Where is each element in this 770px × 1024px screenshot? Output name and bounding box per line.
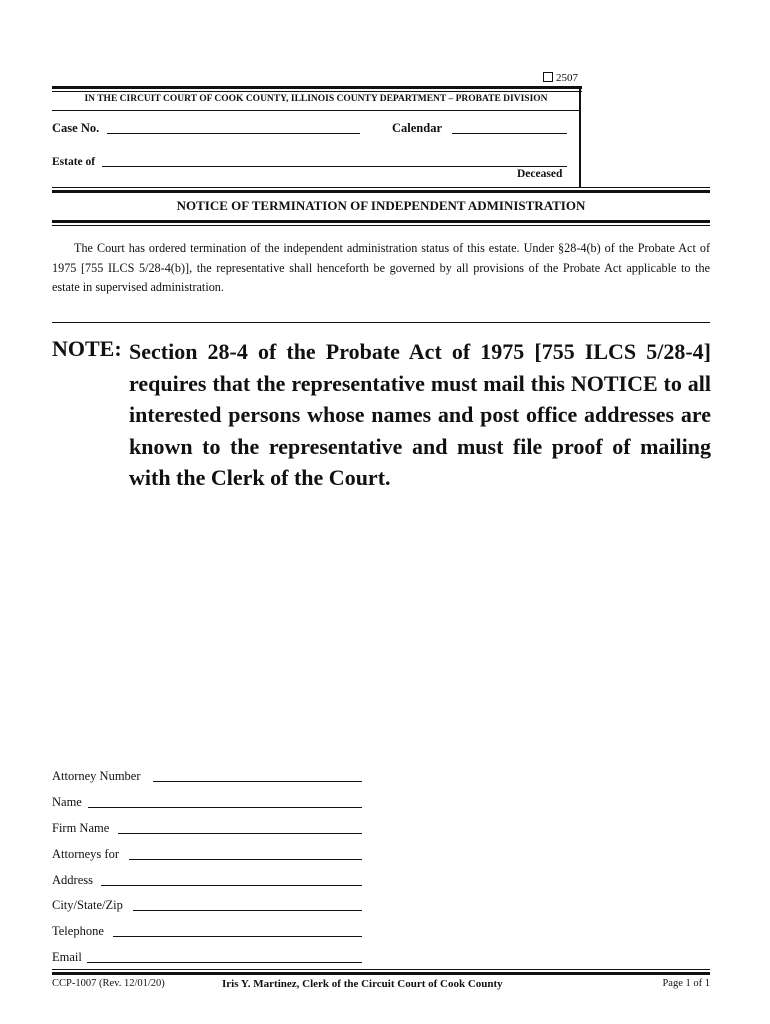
clerk-name: Iris Y. Martinez, Clerk of the Circuit Court of Cook County [222,978,503,990]
title-rule-top-thin [52,187,710,188]
note-divider [52,322,710,323]
footer-rule-thin [52,969,710,970]
case-no-field[interactable] [107,133,360,134]
checkbox-icon [543,72,553,82]
note-text: Section 28-4 of the Probate Act of 1975 [755 ILCS 5/28-4] requires that the representative must mail this NOTICE to all interested persons whose names and post office addresses are known to the representative and must file proof of mailing with the Clerk of the Court. [129,339,711,490]
title-rule-bottom-thin [52,225,710,226]
note-label: NOTE: [52,336,122,361]
page-number: Page 1 of 1 [662,978,710,989]
telephone-label: Telephone [52,924,104,938]
form-code-number: 2507 [556,72,578,84]
case-no-label: Case No. [52,121,100,135]
city-state-zip-label: City/State/Zip [52,898,123,912]
form-id: CCP-1007 (Rev. 12/01/20) [52,978,165,989]
calendar-label: Calendar [392,121,442,135]
estate-of-label: Estate of [52,156,96,168]
estate-of-field[interactable] [102,166,567,167]
form-code [543,72,578,84]
attorneys-for-field[interactable] [129,859,362,860]
firm-name-field[interactable] [118,833,362,834]
attorneys-for-label: Attorneys for [52,847,119,861]
attorney-number-label: Attorney Number [52,769,141,783]
deceased-label: Deceased [517,168,563,180]
address-field[interactable] [101,885,362,886]
attorney-number-field[interactable] [153,781,362,782]
address-label: Address [52,873,93,887]
city-state-zip-field[interactable] [133,910,362,911]
title-rule-top-thick [52,190,710,193]
top-rule-thick [52,86,582,89]
calendar-field[interactable] [452,133,567,134]
firm-name-label: Firm Name [52,821,110,835]
court-header: IN THE CIRCUIT COURT OF COOK COUNTY, ILLINOIS COUNTY DEPARTMENT – PROBATE DIVISION [84,94,548,104]
body-paragraph: The Court has ordered termination of the independent administration status of this estate. Under §28-4(b) of the Probate Act of 1975 [755 ILCS 5/28-4(b)], the representative shall henceforth be governed by all provisions of the Probate Act applicable to the estate in supervised administration. [52,241,710,294]
telephone-field[interactable] [113,936,362,937]
title-rule-bottom-thick [52,220,710,223]
court-header-rule [52,110,580,111]
page-title: NOTICE OF TERMINATION OF INDEPENDENT ADMINISTRATION [176,198,586,213]
top-rule-thin [52,91,582,92]
footer-rule-thick [52,972,710,975]
name-field[interactable] [88,807,362,808]
email-field[interactable] [87,962,362,963]
email-label: Email [52,950,82,964]
name-label: Name [52,795,82,809]
